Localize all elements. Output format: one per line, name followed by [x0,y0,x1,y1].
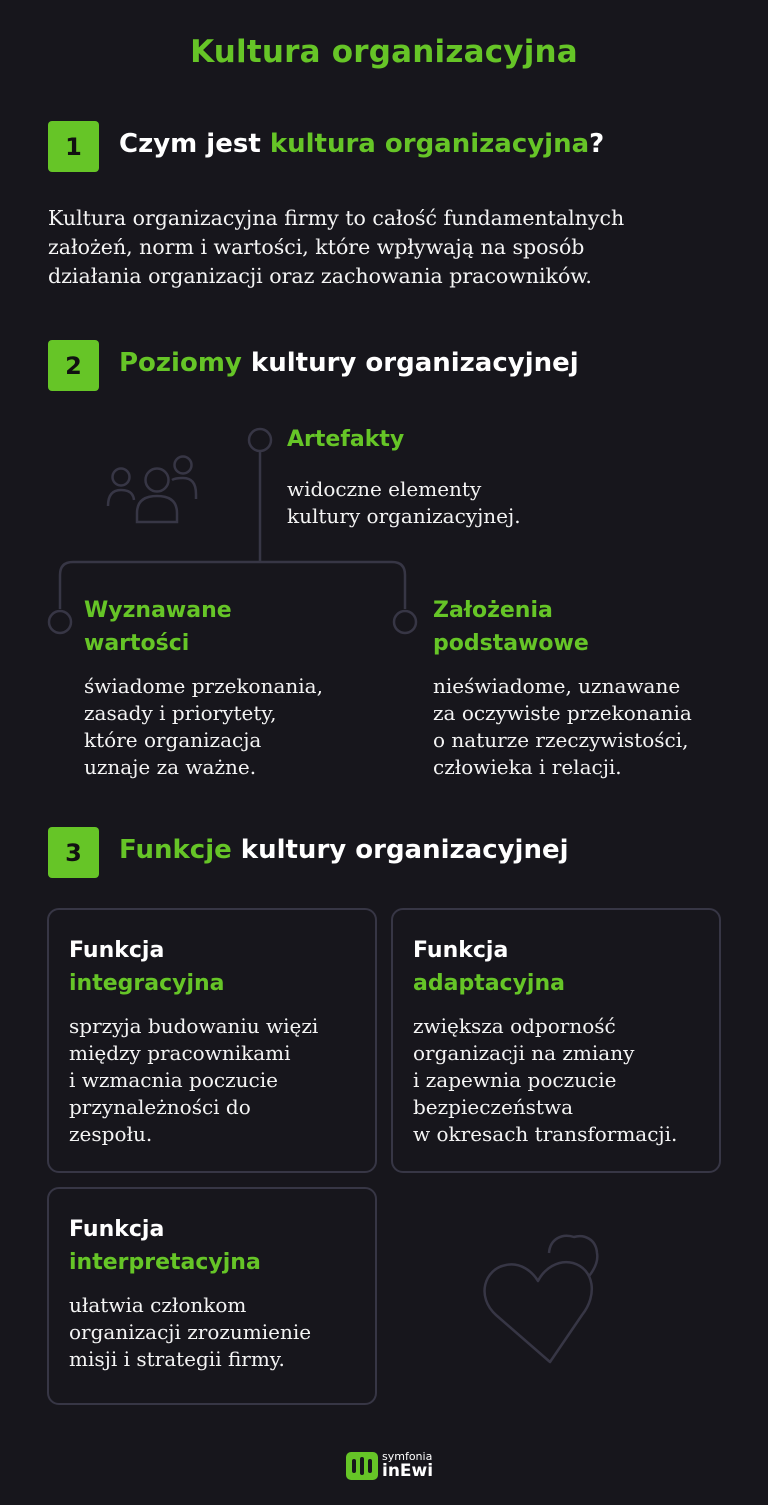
title-line: Wyznawane [84,598,232,623]
people-group-icon [108,457,196,523]
assumptions-title [433,594,589,660]
text-line: o naturze rzeczywistości, [433,728,689,752]
text-line: sprzyja budowaniu więzi [69,1014,319,1038]
text-line: nieświadome, uznawane [433,674,681,698]
text-line: i zapewnia poczucie [413,1068,617,1092]
section-1-heading-pre: Czym jest [119,129,270,159]
footer-logo [346,1451,433,1480]
card-title-accent: adaptacyjna [413,971,565,996]
text-line: bezpieczeństwa [413,1095,574,1119]
artifacts-title: Artefakty [287,427,405,452]
section-2-heading-rest: kultury organizacyjnej [241,348,579,378]
card-title-top: Funkcja [69,1217,165,1242]
card-title-accent: integracyjna [69,971,225,996]
section-1-heading-accent: kultura organizacyjna [269,129,590,159]
function-card-adaptation [391,908,721,1173]
text-line: uznaje za ważne. [84,755,257,779]
card-title-top: Funkcja [413,938,509,963]
text-line: organizacji na zmiany [413,1041,635,1065]
card-title-accent: interpretacyjna [69,1250,261,1275]
section-3-heading [119,835,569,865]
logo-big-text: inEwi [382,1461,434,1481]
node-values [49,611,71,633]
section-2-number: 2 [48,340,99,391]
title-line: podstawowe [433,631,589,656]
section-3-number: 3 [48,827,99,878]
text-line: zespołu. [69,1122,153,1146]
card-title [413,934,565,1000]
card-title-top: Funkcja [69,938,165,963]
values-text [84,673,323,781]
node-artifacts [249,429,271,451]
text-line: misji i strategii firmy. [69,1347,285,1371]
body-line: Kultura organizacyjna firmy to całość fundamentalnych [48,206,625,230]
section-1-number: 1 [48,121,99,172]
section-3-heading-accent: Funkcje [119,835,232,865]
text-line: człowieka i relacji. [433,755,622,779]
section-1-heading-post: ? [589,129,605,159]
symfonia-logo-icon [346,1452,378,1480]
node-assumptions [394,611,416,633]
assumptions-text [433,673,692,781]
body-line: działania organizacji oraz zachowania pracowników. [48,264,592,288]
card-text [69,1013,318,1148]
text-line: i wzmacnia poczucie [69,1068,278,1092]
text-line: zasady i priorytety, [84,701,277,725]
function-card-integration [47,908,377,1173]
artifacts-text [287,476,521,530]
card-text [69,1292,311,1373]
page-title: Kultura organizacyjna [190,34,578,70]
values-title [84,594,232,660]
section-2-heading-accent: Poziomy [119,348,242,378]
text-line: zwiększa odporność [413,1014,616,1038]
body-line: założeń, norm i wartości, które wpływają na sposób [48,235,585,259]
text-line: świadome przekonania, [84,674,323,698]
logo-small-text: symfonia [382,1450,433,1463]
function-card-interpretation [47,1187,377,1405]
card-text [413,1013,677,1148]
logo-wordmark [382,1451,433,1480]
text-line: przynależności do [69,1095,251,1119]
text-line: ułatwia członkom [69,1293,247,1317]
section-3-heading-rest: kultury organizacyjnej [231,835,569,865]
title-line: Założenia [433,598,553,623]
text-line: między pracownikami [69,1041,291,1065]
title-line: wartości [84,631,190,656]
text-line: kultury organizacyjnej. [287,504,521,528]
card-title [69,1213,261,1279]
text-line: w okresach transformacji. [413,1122,678,1146]
text-line: widoczne elementy [287,477,482,501]
hearts-icon [470,1225,650,1375]
text-line: za oczywiste przekonania [433,701,692,725]
text-line: organizacji zrozumienie [69,1320,312,1344]
card-title [69,934,225,1000]
text-line: które organizacja [84,728,262,752]
